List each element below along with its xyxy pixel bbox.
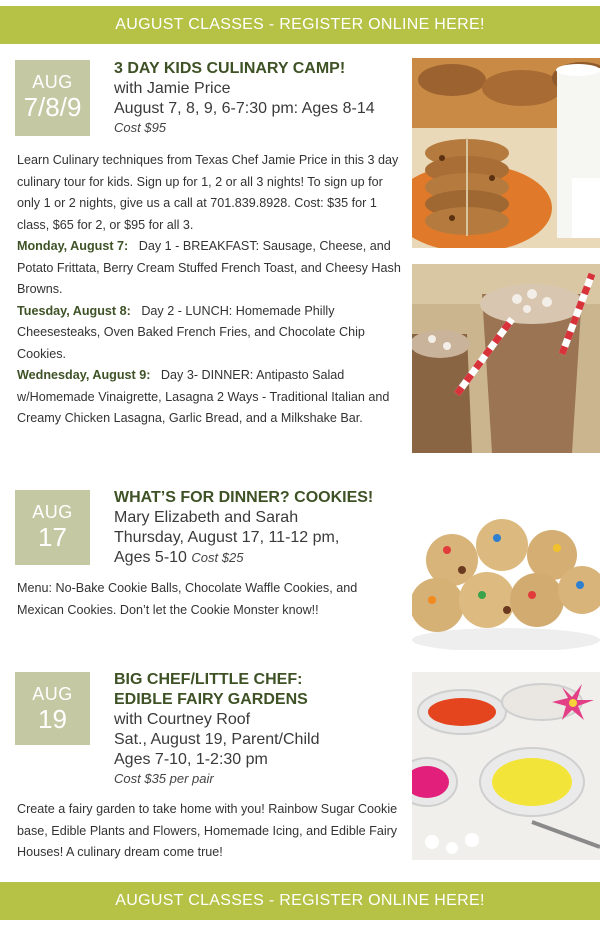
class-description-camp: [17, 150, 402, 430]
day-menu: Day 1 - BREAKFAST: Sausage, Cheese, and Potato Frittata, Berry Cream Stuffed French Toast, and Cheesy Hash Browns.: [17, 239, 401, 296]
date-day: 17: [38, 522, 67, 552]
register-banner-bottom[interactable]: [0, 882, 600, 920]
class-header-camp: [114, 59, 404, 137]
milkshake-photo: [412, 264, 600, 453]
class-ages: Ages 5-10: [114, 549, 187, 566]
camp-day-1: [17, 236, 402, 301]
date-badge-camp: [15, 60, 90, 136]
camp-intro: Learn Culinary techniques from Texas Chef Jamie Price in this 3 day culinary tour for kids. Sign up for 1, 2 or all 3 nights! To sign up for only 1 or 2 nights, give us a call at 701.839.8928. Cost: $35 for 1 class, $65 for 2, or $95 for all 3.: [17, 153, 399, 232]
class-description-fairy: [17, 799, 402, 864]
class-ages: Ages 7-10, 1-2:30 pm: [114, 751, 268, 768]
date-month: AUG: [32, 72, 73, 92]
register-link[interactable]: AUGUST CLASSES - REGISTER ONLINE HERE!: [115, 892, 485, 909]
day-menu: Day 2 - LUNCH: Homemade Philly Cheesesteaks, Oven Baked French Fries, and Chocolate Chip Cookies.: [17, 303, 365, 361]
date-month: AUG: [32, 502, 73, 522]
class-cost: Cost $25: [191, 550, 244, 565]
class-schedule: Sat., August 19, Parent/Child: [114, 731, 320, 748]
date-month: AUG: [32, 684, 73, 704]
date-badge-cookies: [15, 490, 90, 565]
class-cost: Cost $95: [114, 120, 167, 135]
class-instructors: Mary Elizabeth and Sarah: [114, 509, 299, 526]
class-header-cookies: [114, 488, 404, 568]
fairy-description: Create a fairy garden to take home with you! Rainbow Sugar Cookie base, Edible Plants and Flowers, Homemade Icing, and Edible Fairy Houses! A culinary dream come true!: [17, 802, 398, 859]
day-label: Wednesday, August 9:: [17, 368, 151, 382]
class-instructor: with Courtney Roof: [114, 711, 251, 728]
class-schedule: Thursday, August 17, 11-12 pm,: [114, 529, 340, 546]
date-badge-fairy: [15, 672, 90, 745]
cookies-menu: Menu: No-Bake Cookie Balls, Chocolate Waffle Cookies, and Mexican Cookies. Don’t let the Cookie Monster know!!: [17, 581, 358, 617]
sprinkles-bowls-photo: [412, 672, 600, 860]
class-header-fairy: [114, 670, 404, 788]
day-label: Tuesday, August 8:: [17, 303, 131, 318]
class-description-cookies: [17, 578, 402, 621]
register-banner-top[interactable]: [0, 6, 600, 44]
class-title-line-1: BIG CHEF/LITTLE CHEF:: [114, 671, 303, 688]
class-instructor: with Jamie Price: [114, 80, 231, 97]
class-title: WHAT’S FOR DINNER? COOKIES!: [114, 489, 374, 506]
date-day: 7/8/9: [23, 92, 82, 122]
register-link[interactable]: AUGUST CLASSES - REGISTER ONLINE HERE!: [115, 16, 485, 33]
class-schedule: August 7, 8, 9, 6-7:30 pm: Ages 8-14: [114, 100, 375, 117]
class-title-line-2: EDIBLE FAIRY GARDENS: [114, 691, 308, 708]
day-label: Monday, August 7:: [17, 239, 129, 253]
camp-day-3: [17, 365, 402, 430]
class-cost: Cost $35 per pair: [114, 771, 214, 786]
class-title: 3 DAY KIDS CULINARY CAMP!: [114, 60, 346, 77]
camp-day-2: [17, 301, 402, 366]
class-ages-line: [114, 548, 404, 568]
cookie-balls-photo: [412, 500, 600, 650]
date-day: 19: [38, 704, 67, 734]
day-menu: Day 3- DINNER: Antipasto Salad w/Homemade Vinaigrette, Lasagna 2 Ways - Traditional Italian and Creamy Chicken Lasagna, Garlic Bread, and a Milkshake Bar.: [17, 368, 390, 425]
cookies-and-milk-photo: [412, 58, 600, 248]
